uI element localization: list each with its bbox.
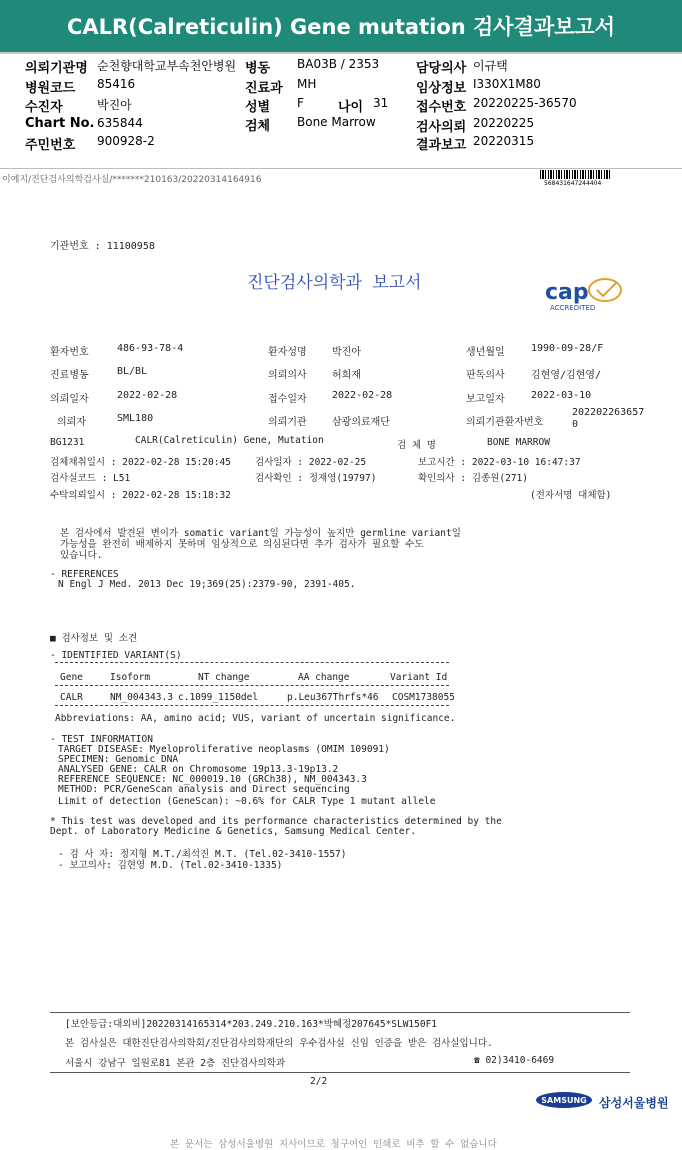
report-banner-title: CALR(Calreticulin) Gene mutation 검사결과보고서 [0, 0, 682, 52]
patient-value-agency-patient-no-cont: 0 [572, 419, 579, 430]
barcode-number: 568431647244404 [544, 180, 602, 187]
header-value-clinical: I330X1M80 [473, 77, 541, 91]
security-line: [보안등급:대외비]20220314165314*203.249.210.163*박혜정207645*SLW150F1 [65, 1019, 438, 1030]
patient-value-number: 486-93-78-4 [117, 343, 184, 354]
patient-value-report-date: 2022-03-10 [531, 390, 592, 401]
header-label-hospital-code: 병원코드 [25, 81, 76, 96]
patient-value-request-date: 2022-02-28 [117, 390, 178, 401]
patient-value-ward: BL/BL [117, 366, 148, 377]
test-name: CALR(Calreticulin) Gene, Mutation [135, 435, 324, 446]
variant-header-nt-change: NT change [198, 672, 250, 683]
table-rule-bottom [55, 705, 449, 706]
notice-line-2: 가능성을 완전히 배제하지 못하며 임상적으로 의심된다면 추가 검사가 필요할 수도 [60, 539, 424, 550]
performance-line-1: * This test was developed and its performance characteristics determined by the [50, 816, 502, 827]
header-value-sex: F [297, 96, 304, 110]
table-rule-top [55, 662, 449, 663]
address-line: 서울시 강남구 일원로81 본관 2층 진단검사의학과 [65, 1058, 286, 1069]
patient-value-receipt-date: 2022-02-28 [332, 390, 393, 401]
cap-logo-subtext: ACCREDITED [550, 304, 596, 312]
header-value-specimen: Bone Marrow [297, 115, 376, 129]
variant-id: COSM1738055 [392, 692, 455, 703]
header-label-specimen: 검체 [245, 119, 271, 134]
patient-label-reading-doctor: 판독의사 [466, 370, 505, 381]
test-info-limit: Limit of detection (GeneScan): ~0.6% for CALR Type 1 mutant allele [58, 796, 436, 807]
e-signature-note: (전자서명 대체함) [530, 490, 612, 501]
test-code: BG1231 [50, 437, 85, 448]
patient-label-requester: 의뢰자 [57, 417, 86, 428]
agency-number: 기관번호 : 11100958 [50, 241, 155, 252]
document-path: 이예지/진단검사의학검사실/*******210163/20220314164916 [2, 175, 262, 185]
header-label-doctor: 담당의사 [416, 61, 467, 76]
specimen-label: 검 체 명 [397, 440, 436, 451]
variant-header-gene: Gene [60, 672, 83, 683]
variant-aa-change: p.Leu367Thrfs*46 [287, 692, 379, 703]
samsung-logo: SAMSUNG [536, 1092, 592, 1108]
section-heading: ■ 검사정보 및 소견 [50, 633, 138, 644]
patient-label-report-date: 보고일자 [466, 394, 505, 405]
test-info-target: TARGET DISEASE: Myeloproliferative neoplasms (OMIM 109091) [58, 744, 390, 755]
abbreviations: Abbreviations: AA, amino acid; VUS, variant of uncertain significance. [55, 713, 456, 724]
consignment-datetime: 수탁의뢰일시 : 2022-02-28 15:18:32 [50, 490, 231, 501]
variant-header-variant-id: Variant Id [390, 672, 448, 683]
report-title: 진단검사의학과 보고서 [247, 273, 422, 293]
header-label-result-date: 결과보고 [416, 138, 467, 153]
test-info-reference: REFERENCE SEQUENCE: NC_000019.10 (GRCh38), NM_004343.3 [58, 774, 367, 785]
header-label-sex: 성별 [245, 100, 271, 115]
header-value-result-date: 20220315 [473, 134, 535, 148]
notice-line-3: 있습니다. [60, 550, 103, 561]
test-date: 검사일자 : 2022-02-25 [255, 457, 367, 468]
variant-gene: CALR [60, 692, 83, 703]
certification-line: 본 검사실은 대한진단검사의학회/진단검사의학재단의 우수검사실 신임 인증을 받은 검사실입니다. [65, 1038, 493, 1049]
report-time: 보고시간 : 2022-03-10 16:47:37 [418, 457, 581, 468]
header-value-doctor: 이규택 [473, 59, 508, 73]
references-citation: N Engl J Med. 2013 Dec 19;369(25):2379-90, 2391-405. [58, 579, 356, 590]
patient-label-request-date: 의뢰일자 [50, 394, 89, 405]
page-number: 2/2 [310, 1076, 328, 1087]
header-value-hospital-code: 85416 [97, 77, 136, 91]
bottom-cut-text: 본 문서는 삼성서울병원 지사이므로 청구여인 인쇄로 비추 할 수 없습니다 [170, 1139, 497, 1150]
header-label-clinical: 임상정보 [416, 81, 467, 96]
header-value-agency: 순천향대학교부속천안병원 [97, 59, 237, 73]
hospital-name: 삼성서울병원 [599, 1096, 669, 1110]
header-value-age: 31 [373, 96, 389, 110]
phone-line: ☎ 02)3410-6469 [474, 1055, 555, 1066]
variant-header-aa-change: AA change [298, 672, 350, 683]
patient-label-agency-patient-no: 의뢰기관환자번호 [466, 417, 544, 428]
header-value-patient: 박진아 [97, 98, 132, 112]
test-info-heading: - TEST INFORMATION [50, 734, 153, 745]
patient-label-agency: 의뢰기관 [268, 417, 307, 428]
test-info-specimen: SPECIMEN: Genomic DNA [58, 754, 179, 765]
banner-divider [0, 52, 682, 54]
confirming-doctor: 확인의사 : 김종원(271) [418, 473, 528, 484]
header-value-department: MH [297, 77, 317, 91]
variant-header-isoform: Isoform [110, 672, 151, 683]
header-value-receipt: 20220225-36570 [473, 96, 577, 110]
header-label-age: 나이 [338, 100, 364, 115]
header-value-request-date: 20220225 [473, 116, 535, 130]
header-label-resident-no: 주민번호 [25, 138, 76, 153]
variant-isoform: NM_004343.3 [110, 692, 173, 703]
references-heading: - REFERENCES [50, 569, 119, 580]
specimen-value: BONE MARROW [487, 437, 550, 448]
footer-rule-top [50, 1012, 630, 1013]
header-value-chart: 635844 [97, 116, 143, 130]
header-label-receipt: 접수번호 [416, 100, 467, 115]
staff-reporting-doctor: - 보고의사: 김현영 M.D. (Tel.02-3410-1335) [58, 860, 283, 871]
header-label-agency: 의뢰기관명 [25, 61, 88, 76]
header-label-ward: 병동 [245, 61, 271, 76]
barcode-image [540, 170, 612, 179]
performance-line-2: Dept. of Laboratory Medicine & Genetics, Samsung Medical Center. [50, 826, 417, 837]
test-confirmer: 검사확인 : 정재영(19797) [255, 473, 377, 484]
patient-value-agency-patient-no: 202202263657 [572, 407, 645, 418]
header-label-patient: 수진자 [25, 100, 63, 115]
patient-label-requesting-doctor: 의뢰의사 [268, 370, 307, 381]
staff-tester: - 검 사 자: 정지형 M.T./최석진 M.T. (Tel.02-3410-1557) [58, 849, 347, 860]
variant-nt-change: c.1099_1150del [178, 692, 259, 703]
patient-value-reading-doctor: 김현영/김현영/ [531, 370, 602, 381]
patient-label-number: 환자번호 [50, 347, 89, 358]
patient-value-name: 박진아 [332, 347, 361, 358]
header-value-ward: BA03B / 2353 [297, 57, 380, 71]
header-label-department: 진료과 [245, 81, 283, 96]
patient-label-name: 환자성명 [268, 347, 307, 358]
header-value-resident-no: 900928-2 [97, 134, 155, 148]
table-rule-mid [55, 685, 449, 686]
patient-label-birth: 생년월일 [466, 347, 505, 358]
patient-value-requester: SML180 [117, 413, 154, 424]
header-label-request-date: 검사의뢰 [416, 120, 467, 135]
patient-label-ward: 진료병동 [50, 370, 89, 381]
variants-heading: - IDENTIFIED VARIANT(S) [50, 650, 182, 661]
cap-logo-text: cap [545, 280, 589, 305]
lab-code: 검사실코드 : L51 [50, 473, 131, 484]
notice-line-1: 본 검사에서 발견된 변이가 somatic variant일 가능성이 높지만 germline variant일 [60, 528, 461, 539]
patient-value-birth: 1990-09-28/F [531, 343, 604, 354]
patient-label-receipt-date: 접수일자 [268, 394, 307, 405]
bottom-cut-text-wrapper [0, 1130, 682, 1150]
header-label-chart: Chart No. [25, 116, 95, 131]
patient-value-agency: 삼광의료재단 [332, 417, 390, 428]
test-info-method: METHOD: PCR/GeneScan analysis and Direct sequencing [58, 784, 350, 795]
test-info-gene: ANALYSED GENE: CALR on Chromosome 19p13.3-19p13.2 [58, 764, 339, 775]
footer-rule-bottom [50, 1072, 630, 1073]
patient-value-requesting-doctor: 허희재 [332, 370, 361, 381]
collection-datetime: 검체채취일시 : 2022-02-28 15:20:45 [50, 457, 231, 468]
